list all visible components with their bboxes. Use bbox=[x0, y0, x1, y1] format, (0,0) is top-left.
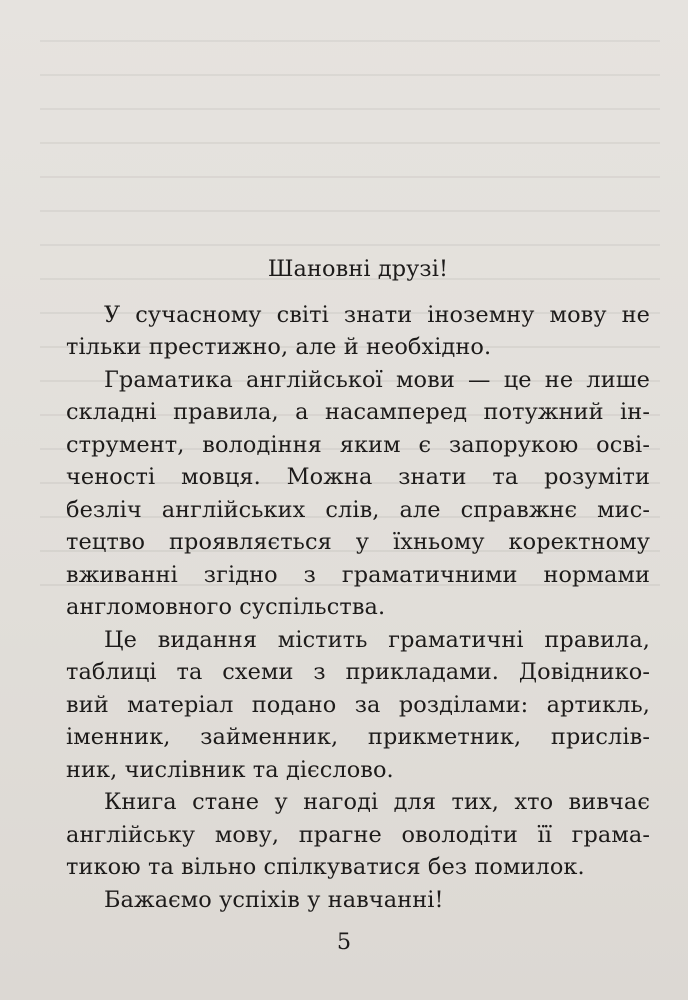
text-line: безліч англійських слів, але справжнє мис- bbox=[66, 496, 650, 523]
page-number: 5 bbox=[336, 929, 352, 955]
preface-heading: Шановні друзі! bbox=[267, 256, 449, 282]
text-line: англійську мову, прагне оволодіти її грама- bbox=[66, 821, 650, 848]
text-line: вий матеріал подано за розділами: артикль, bbox=[66, 691, 650, 718]
text-line: вживанні згідно з граматичними нормами bbox=[66, 561, 650, 588]
preface-paragraph bbox=[66, 364, 650, 624]
preface-paragraph bbox=[66, 299, 650, 364]
text-line: струмент, володіння яким є запорукою осві- bbox=[66, 431, 650, 458]
text-line: тикою та вільно спілкуватися без помилок. bbox=[66, 854, 585, 880]
text-line: Книга стане у нагоді для тих, хто вивчає bbox=[104, 789, 650, 815]
text-line: складні правила, а насамперед потужний ін- bbox=[66, 399, 650, 425]
text-line: Бажаємо успіхів у навчанні! bbox=[104, 886, 444, 913]
preface-paragraph bbox=[66, 786, 650, 884]
text-line: іменник, займенник, прикметник, прислів- bbox=[66, 724, 650, 750]
preface-text bbox=[66, 253, 650, 916]
preface-paragraph bbox=[66, 884, 650, 917]
preface-paragraphs bbox=[66, 299, 650, 917]
text-line: тецтво проявляється у їхньому коректному bbox=[66, 529, 650, 555]
text-line: тільки престижно, але й необхідно. bbox=[66, 334, 492, 360]
text-line: Граматика англійської мови — це не лише bbox=[104, 366, 650, 393]
text-line: ник, числівник та дієслово. bbox=[66, 756, 394, 783]
text-line: У сучасному світі знати іноземну мову не bbox=[104, 301, 650, 328]
preface-paragraph bbox=[66, 624, 650, 787]
text-line: таблиці та схеми з прикладами. Довіднико- bbox=[66, 659, 650, 685]
text-line: Це видання містить граматичні правила, bbox=[104, 626, 650, 653]
text-line: англомовного суспільства. bbox=[66, 594, 386, 620]
text-line: ченості мовця. Можна знати та розуміти bbox=[66, 464, 650, 490]
